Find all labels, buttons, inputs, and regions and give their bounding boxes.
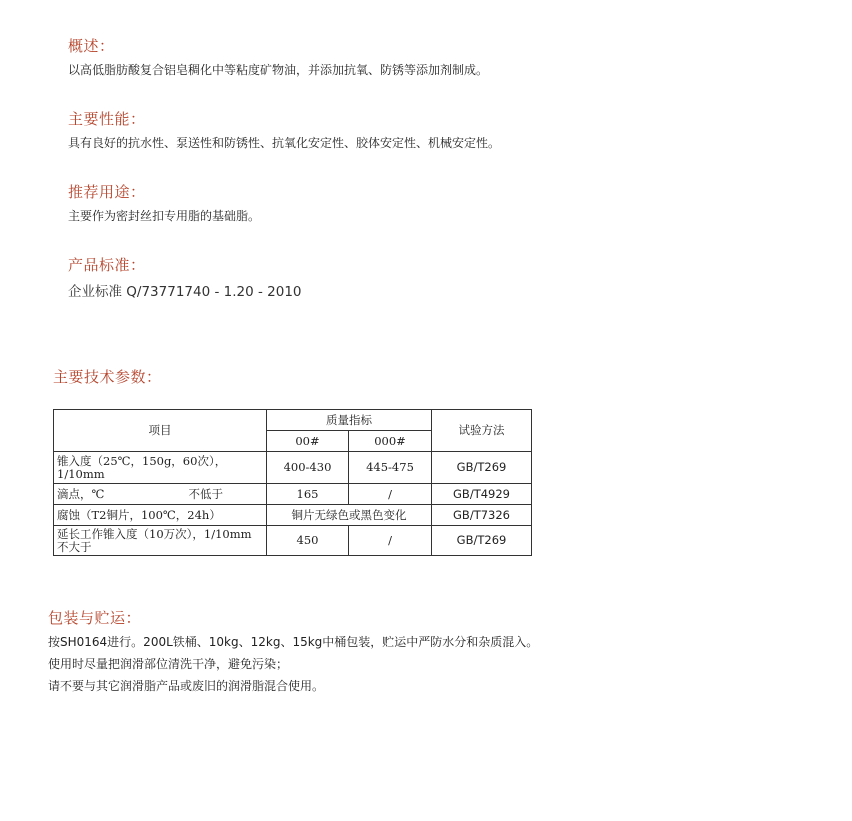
row-item: 锥入度（25℃，150g，60次），1/10mm (54, 452, 267, 484)
performance-text: 具有良好的抗水性、泵送性和防锈性、抗氧化安定性、胶体安定性、机械安定性。 (68, 136, 501, 150)
row-value-000: / (349, 484, 432, 505)
row-value-000: / (349, 526, 432, 556)
row-item: 延长工作锥入度（10万次），1/10mm 不大于 (54, 526, 267, 556)
row-value-00: 400-430 (267, 452, 349, 484)
overview-heading: 概述： (68, 37, 115, 55)
row-item: 滴点，℃ (57, 486, 105, 501)
params-heading: 主要技术参数： (53, 368, 162, 386)
packaging-line: 按SH0164进行。200L铁桶、10kg、12kg、15kg中桶包装，贮运中严防水分和杂质混入。 (48, 635, 539, 649)
header-grade-000: 000# (349, 431, 432, 452)
packaging-heading: 包装与贮运： (48, 609, 142, 627)
header-quality: 质量指标 (267, 410, 432, 431)
row-merged-value: 铜片无绿色或黑色变化 (267, 505, 432, 526)
performance-heading: 主要性能： (68, 110, 146, 128)
row-method: GB/T4929 (432, 484, 532, 505)
usage-text: 主要作为密封丝扣专用脂的基础脂。 (68, 209, 261, 223)
row-value-00: 165 (267, 484, 349, 505)
table-row (54, 484, 532, 505)
table-header-row (54, 410, 532, 431)
row-value-000: 445-475 (349, 452, 432, 484)
overview-text: 以高低脂肪酸复合铝皂稠化中等粘度矿物油，并添加抗氧、防锈等添加剂制成。 (68, 63, 489, 77)
header-grade-00: 00# (267, 431, 349, 452)
usage-heading: 推荐用途： (68, 183, 146, 201)
row-item-cell (54, 484, 267, 505)
row-method: GB/T7326 (432, 505, 532, 526)
table-row (54, 452, 532, 484)
table-row (54, 505, 532, 526)
row-item: 腐蚀（T2铜片，100℃，24h） (54, 505, 267, 526)
packaging-line: 使用时尽量把润滑部位清洗干净，避免污染； (48, 657, 289, 671)
row-method: GB/T269 (432, 452, 532, 484)
header-item: 项目 (54, 410, 267, 452)
row-qualifier: 不低于 (188, 486, 223, 501)
row-value-00: 450 (267, 526, 349, 556)
spec-table (53, 409, 532, 556)
table-row (54, 526, 532, 556)
row-method: GB/T269 (432, 526, 532, 556)
standard-heading: 产品标准： (68, 256, 146, 274)
standard-text: 企业标准 Q/73771740 - 1.20 - 2010 (68, 284, 302, 300)
header-method: 试验方法 (432, 410, 532, 452)
packaging-line: 请不要与其它润滑脂产品或废旧的润滑脂混合使用。 (48, 679, 325, 693)
